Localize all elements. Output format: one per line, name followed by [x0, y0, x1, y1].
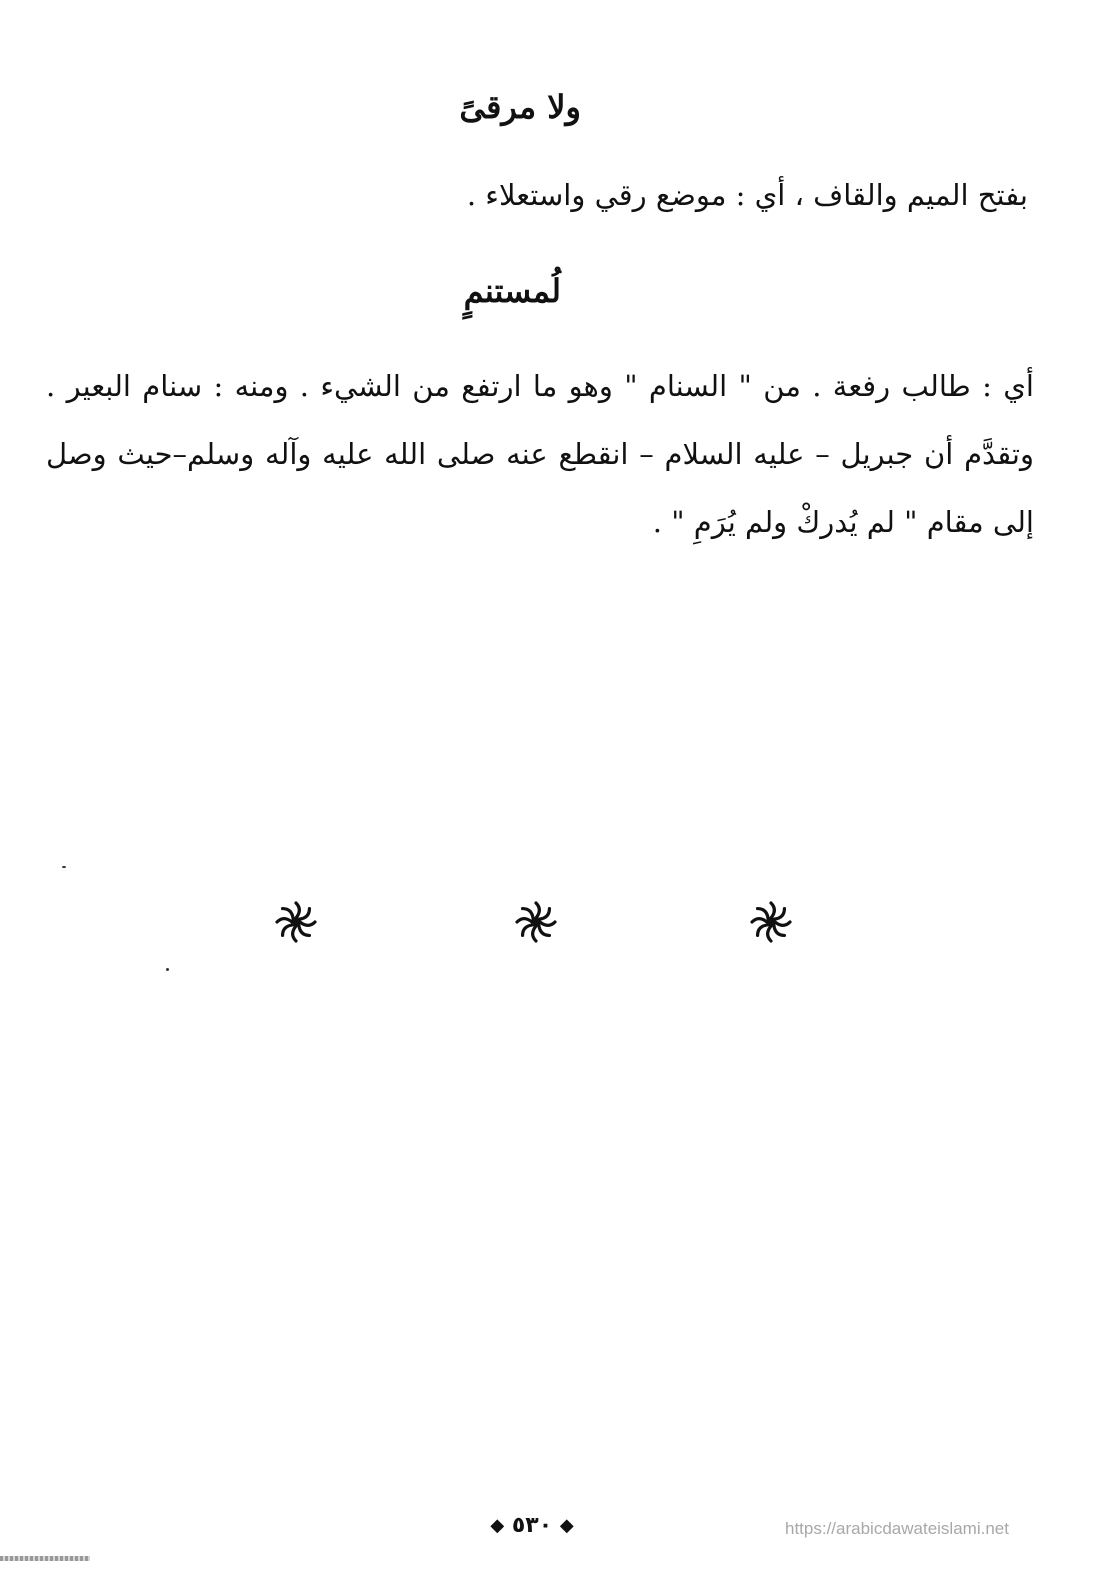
asterisk-petal — [752, 919, 767, 922]
asterisk-petal — [517, 919, 532, 922]
scan-edge-artifact — [0, 1556, 90, 1561]
asterisk-center — [532, 918, 541, 927]
asterisk-petal — [775, 922, 790, 925]
entry-heading-wala-marqa: ولا مرقىً — [459, 88, 581, 126]
diamond-ornament-icon: ◆ — [490, 1515, 505, 1536]
asterisk-petal — [533, 926, 536, 941]
asterisk-petal — [296, 903, 299, 918]
asterisk-petal — [771, 903, 774, 918]
entry-body-paragraph: أي : طالب رفعة . من " السنام " وهو ما ارتفع من الشيء . ومنه : سنام البعير . وتقدَّم أن جبريل – عليه السلام – انقطع عنه صلى الله عليه وآله وسلم–حيث وصل إلى مقام " لم يُدركْ ولم يُرَمِ " . — [46, 369, 1034, 539]
asterisk-ornament-icon — [514, 900, 558, 944]
asterisk-petal — [536, 903, 539, 918]
asterisk-ornament-icon — [749, 900, 793, 944]
asterisk-petal — [768, 926, 771, 941]
asterisk-center — [767, 918, 776, 927]
watermark-url: https://arabicdawateislami.net — [785, 1519, 1009, 1538]
scan-speck — [62, 866, 66, 868]
page-number-value: ٥٣٠ — [511, 1513, 553, 1538]
asterisk-ornament-icon — [274, 900, 318, 944]
page-footer — [0, 1513, 1116, 1553]
scan-speck — [166, 968, 169, 971]
asterisk-petal — [293, 926, 296, 941]
asterisk-petal — [300, 922, 315, 925]
section-separator — [0, 900, 1116, 960]
entry-body-line: بفتح الميم والقاف ، أي : موضع رقي واستعلاء . — [466, 178, 1028, 212]
diamond-ornament-icon: ◆ — [559, 1515, 574, 1536]
asterisk-center — [292, 918, 301, 927]
page-number — [486, 1513, 578, 1538]
asterisk-petal — [277, 919, 292, 922]
asterisk-petal — [540, 922, 555, 925]
entry-heading-mustanim: لُمستنمٍ — [463, 272, 561, 310]
